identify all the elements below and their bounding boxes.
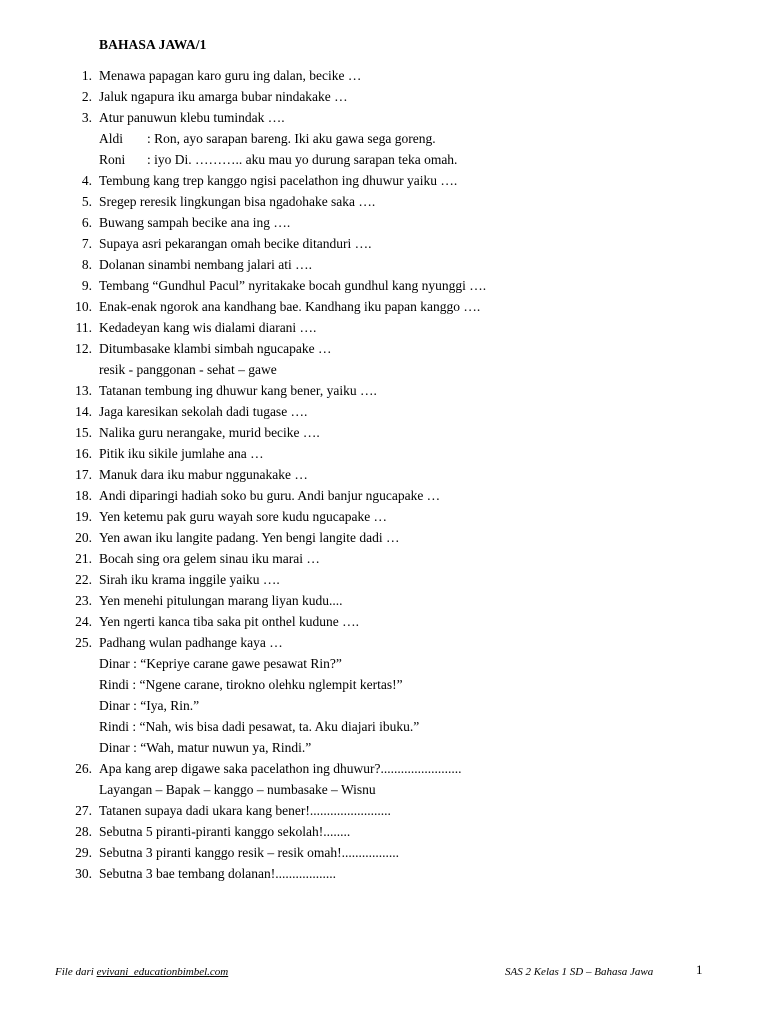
question-item xyxy=(0,422,768,443)
question-number: 28. xyxy=(75,824,92,839)
question-item xyxy=(0,317,768,338)
question-number: 9. xyxy=(81,278,92,293)
question-number: 19. xyxy=(75,509,92,524)
question-text: Bocah sing ora gelem sinau iku marai … xyxy=(99,551,320,566)
question-text: Tembang “Gundhul Pacul” nyritakake bocah gundhul kang nyunggi …. xyxy=(99,278,487,293)
footer-source xyxy=(55,964,228,980)
question-number: 26. xyxy=(75,761,92,776)
question-text: Menawa papagan karo guru ing dalan, becike … xyxy=(99,68,362,83)
question-text: Yen awan iku langite padang. Yen bengi langite dadi … xyxy=(99,530,400,545)
question-text: Padhang wulan padhange kaya … xyxy=(99,635,283,650)
question-text: Supaya asri pekarangan omah becike ditanduri …. xyxy=(99,236,372,251)
question-text: Andi diparingi hadiah soko bu guru. Andi banjur ngucapake … xyxy=(99,488,441,503)
question-text: Buwang sampah becike ana ing …. xyxy=(99,215,291,230)
question-item xyxy=(0,380,768,401)
question-item xyxy=(0,800,768,821)
question-item xyxy=(0,548,768,569)
question-item xyxy=(0,443,768,464)
question-item xyxy=(0,107,768,128)
question-text: Sebutna 3 piranti kanggo resik – resik omah!................. xyxy=(99,845,399,860)
question-number: 27. xyxy=(75,803,92,818)
question-item xyxy=(0,233,768,254)
question-item xyxy=(0,65,768,86)
question-item xyxy=(0,527,768,548)
question-item xyxy=(0,569,768,590)
question-number: 23. xyxy=(75,593,92,608)
sub-line-text: resik - panggonan - sehat – gawe xyxy=(99,362,277,377)
question-text: Jaga karesikan sekolah dadi tugase …. xyxy=(99,404,308,419)
question-item xyxy=(0,758,768,779)
sub-line xyxy=(0,674,768,695)
question-number: 22. xyxy=(75,572,92,587)
question-item xyxy=(0,821,768,842)
footer-source-prefix: File dari xyxy=(55,966,94,978)
question-number: 5. xyxy=(81,194,92,209)
question-number: 2. xyxy=(81,89,92,104)
question-number: 1. xyxy=(81,68,92,83)
question-number: 11. xyxy=(75,320,92,335)
question-text: Sregep reresik lingkungan bisa ngadohake saka …. xyxy=(99,194,376,209)
sub-line xyxy=(0,737,768,758)
question-text: Jaluk ngapura iku amarga bubar nindakake … xyxy=(99,89,348,104)
question-number: 6. xyxy=(81,215,92,230)
dialogue-speaker: Roni xyxy=(99,152,126,167)
question-text: Sebutna 3 bae tembang dolanan!.................. xyxy=(99,866,336,881)
question-item xyxy=(0,212,768,233)
question-item xyxy=(0,401,768,422)
question-item xyxy=(0,464,768,485)
question-number: 21. xyxy=(75,551,92,566)
question-text: Apa kang arep digawe saka pacelathon ing dhuwur?........................ xyxy=(99,761,462,776)
question-number: 24. xyxy=(75,614,92,629)
question-text: Manuk dara iku mabur nggunakake … xyxy=(99,467,308,482)
question-number: 4. xyxy=(81,173,92,188)
question-text: Yen ngerti kanca tiba saka pit onthel kudune …. xyxy=(99,614,359,629)
footer-course-label: SAS 2 Kelas 1 SD – Bahasa Jawa xyxy=(505,966,654,978)
question-text: Tatanen supaya dadi ukara kang bener!........................ xyxy=(99,803,391,818)
dialogue-content xyxy=(99,149,457,170)
sub-line xyxy=(0,359,768,380)
question-number: 29. xyxy=(75,845,92,860)
question-number: 14. xyxy=(75,404,92,419)
sub-line xyxy=(0,695,768,716)
question-item xyxy=(0,611,768,632)
question-item xyxy=(0,338,768,359)
footer-source-link[interactable]: evivani_educationbimbel.com xyxy=(96,966,229,978)
sub-line xyxy=(0,779,768,800)
question-number: 12. xyxy=(75,341,92,356)
dialogue-text: : Ron, ayo sarapan bareng. Iki aku gawa sega goreng. xyxy=(147,131,436,146)
question-number: 7. xyxy=(81,236,92,251)
dialogue-line xyxy=(0,128,768,149)
question-text: Sebutna 5 piranti-piranti kanggo sekolah!........ xyxy=(99,824,351,839)
question-number: 3. xyxy=(81,110,92,125)
sub-line-text: Dinar : “Kepriye carane gawe pesawat Rin?” xyxy=(99,656,342,671)
question-item xyxy=(0,275,768,296)
sub-line-text: Rindi : “Nah, wis bisa dadi pesawat, ta. Aku diajari ibuku.” xyxy=(99,719,420,734)
question-text: Tatanan tembung ing dhuwur kang bener, yaiku …. xyxy=(99,383,377,398)
sub-line-text: Rindi : “Ngene carane, tirokno olehku nglempit kertas!” xyxy=(99,677,403,692)
question-item xyxy=(0,485,768,506)
question-number: 20. xyxy=(75,530,92,545)
page-title: BAHASA JAWA/1 xyxy=(99,37,207,52)
question-item xyxy=(0,191,768,212)
question-number: 15. xyxy=(75,425,92,440)
question-number: 18. xyxy=(75,488,92,503)
question-list xyxy=(0,65,768,884)
sub-line-text: Dinar : “Iya, Rin.” xyxy=(99,698,200,713)
dialogue-text: : iyo Di. ……….. aku mau yo durung sarapan teka omah. xyxy=(147,152,458,167)
question-text: Nalika guru nerangake, murid becike …. xyxy=(99,425,320,440)
question-item xyxy=(0,863,768,884)
question-number: 16. xyxy=(75,446,92,461)
question-text: Sirah iku krama inggile yaiku …. xyxy=(99,572,280,587)
question-item xyxy=(0,590,768,611)
question-number: 10. xyxy=(75,299,92,314)
sub-line-text: Layangan – Bapak – kanggo – numbasake – Wisnu xyxy=(99,782,376,797)
question-number: 17. xyxy=(75,467,92,482)
dialogue-content xyxy=(99,128,436,149)
question-item xyxy=(0,296,768,317)
question-text: Dolanan sinambi nembang jalari ati …. xyxy=(99,257,312,272)
question-item xyxy=(0,506,768,527)
question-text: Yen menehi pitulungan marang liyan kudu.... xyxy=(99,593,343,608)
sub-line xyxy=(0,716,768,737)
question-item xyxy=(0,170,768,191)
question-item xyxy=(0,86,768,107)
question-item xyxy=(0,632,768,653)
question-number: 13. xyxy=(75,383,92,398)
question-text: Tembung kang trep kanggo ngisi pacelathon ing dhuwur yaiku …. xyxy=(99,173,458,188)
question-item xyxy=(0,254,768,275)
dialogue-line xyxy=(0,149,768,170)
question-text: Enak-enak ngorok ana kandhang bae. Kandhang iku papan kanggo …. xyxy=(99,299,481,314)
question-text: Pitik iku sikile jumlahe ana … xyxy=(99,446,264,461)
sub-line xyxy=(0,653,768,674)
question-text: Yen ketemu pak guru wayah sore kudu ngucapake … xyxy=(99,509,388,524)
dialogue-speaker: Aldi xyxy=(99,131,124,146)
question-item xyxy=(0,842,768,863)
question-text: Ditumbasake klambi simbah ngucapake … xyxy=(99,341,332,356)
question-number: 30. xyxy=(75,866,92,881)
question-number: 8. xyxy=(81,257,92,272)
question-text: Atur panuwun klebu tumindak …. xyxy=(99,110,285,125)
question-number: 25. xyxy=(75,635,92,650)
sub-line-text: Dinar : “Wah, matur nuwun ya, Rindi.” xyxy=(99,740,312,755)
page-number: 1 xyxy=(696,962,703,977)
question-text: Kedadeyan kang wis dialami diarani …. xyxy=(99,320,317,335)
